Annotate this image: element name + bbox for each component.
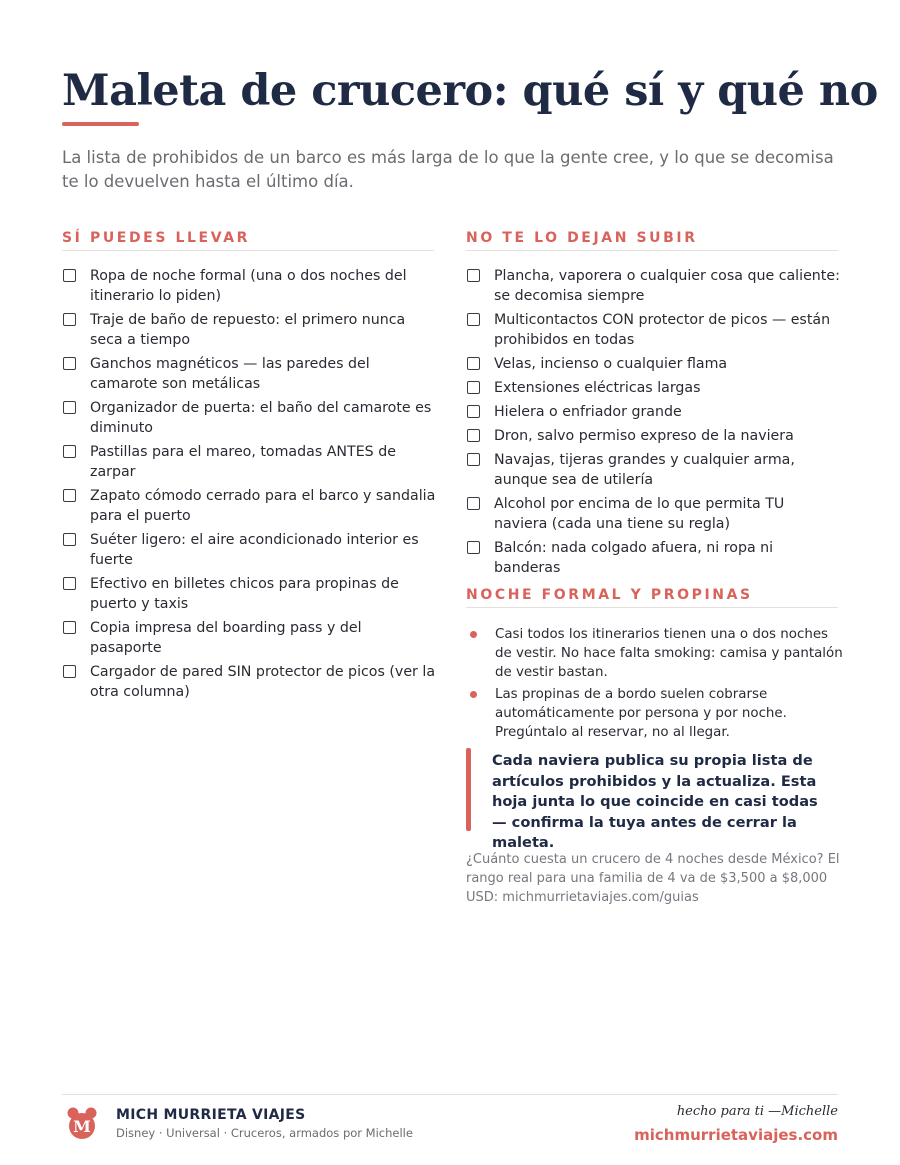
checklist-item-label: Suéter ligero: el aire acondicionado interior es fuerte [90, 532, 419, 568]
banned-heading: NO TE LO DEJAN SUBIR [466, 230, 698, 246]
checklist-item-label: Ganchos magnéticos — las paredes del camarote son metálicas [90, 356, 370, 392]
checklist-item-label: Cargador de pared SIN protector de picos (ver la otra columna) [90, 664, 436, 700]
checklist-item-label: Dron, salvo permiso expreso de la naviera [494, 428, 794, 444]
checklist-item [62, 574, 437, 614]
checklist-item [62, 354, 437, 394]
checkbox[interactable] [467, 313, 480, 326]
footer-divider [62, 1094, 838, 1095]
checkbox[interactable] [467, 453, 480, 466]
cost-note: ¿Cuánto cuesta un crucero de 4 noches desde México? El rango real para una familia de 4 va de $3,500 a $8,000 USD: michmurrietaviajes.com/guias [466, 852, 840, 905]
intro-text: La lista de prohibidos de un barco es más larga de lo que la gente cree, y lo que se decomisa te lo devuelven hasta el último día. [62, 148, 834, 191]
checklist-item [466, 538, 842, 578]
checkbox[interactable] [63, 401, 76, 414]
checkbox[interactable] [63, 489, 76, 502]
checklist-item-label: Traje de baño de repuesto: el primero nunca seca a tiempo [90, 312, 406, 348]
callout-text: Cada naviera publica su propia lista de artículos prohibidos y la actualiza. Esta hoja junta lo que coincide en casi todas — confirma la tuya antes de cerrar la maleta. [492, 752, 818, 851]
callout-box [466, 748, 838, 851]
checkbox[interactable] [63, 269, 76, 282]
checkbox[interactable] [467, 497, 480, 510]
brand-logo-icon [62, 1104, 102, 1144]
checklist-item [62, 530, 437, 570]
formal-heading-rule [466, 607, 838, 608]
checklist-item-label: Zapato cómodo cerrado para el barco y sandalia para el puerto [90, 488, 436, 524]
checklist-item-label: Velas, incienso o cualquier flama [494, 356, 728, 372]
allowed-list [62, 266, 437, 702]
tip-item [466, 685, 846, 742]
allowed-heading: SÍ PUEDES LLEVAR [62, 230, 251, 246]
checkbox[interactable] [467, 429, 480, 442]
checklist-item [62, 398, 437, 438]
checklist-item [466, 426, 842, 446]
checkbox[interactable] [63, 357, 76, 370]
title-underline [62, 122, 139, 126]
checklist-item [62, 442, 437, 482]
checkbox[interactable] [63, 665, 76, 678]
checklist-item-label: Copia impresa del boarding pass y del pasaporte [90, 620, 362, 656]
allowed-heading-rule [62, 250, 434, 251]
brand-tagline: Disney · Universal · Cruceros, armados por Michelle [116, 1126, 413, 1140]
banned-list [466, 266, 842, 578]
checklist-item-label: Balcón: nada colgado afuera, ni ropa ni banderas [494, 540, 774, 576]
tip-text: Las propinas de a bordo suelen cobrarse automáticamente por persona y por noche. Pregúntalo al reservar, no al llegar. [495, 687, 787, 740]
checklist-item [466, 450, 842, 490]
checklist-item [62, 310, 437, 350]
checkbox[interactable] [467, 269, 480, 282]
checklist-item-label: Organizador de puerta: el baño del camarote es diminuto [90, 400, 432, 436]
checklist-item-label: Pastillas para el mareo, tomadas ANTES de zarpar [90, 444, 396, 480]
logo-letter: M [73, 1117, 91, 1136]
checklist-item-label: Alcohol por encima de lo que permita TU naviera (cada una tiene su regla) [494, 496, 785, 532]
bullet-dot-icon [470, 691, 477, 698]
tip-text: Casi todos los itinerarios tienen una o dos noches de vestir. No hace falta smoking: camisa y pantalón de vestir bastan. [495, 627, 843, 680]
checklist-item-label: Multicontactos CON protector de picos — están prohibidos en todas [494, 312, 831, 348]
checklist-item [62, 662, 437, 702]
formal-bullets [466, 625, 846, 742]
signature: hecho para ti —Michelle [676, 1104, 838, 1119]
checkbox[interactable] [63, 445, 76, 458]
checklist-item [466, 402, 842, 422]
bullet-dot-icon [470, 631, 477, 638]
checkbox[interactable] [467, 381, 480, 394]
checkbox[interactable] [467, 541, 480, 554]
checklist-item [466, 266, 842, 306]
checklist-item [466, 310, 842, 350]
checklist-item [466, 354, 842, 374]
checklist-item [62, 266, 437, 306]
checklist-item-label: Plancha, vaporera o cualquier cosa que caliente: se decomisa siempre [494, 268, 840, 304]
checklist-item [466, 494, 842, 534]
checkbox[interactable] [63, 313, 76, 326]
checklist-item [466, 378, 842, 398]
checklist-item-label: Extensiones eléctricas largas [494, 380, 701, 396]
callout-accent-bar [466, 748, 471, 831]
checkbox[interactable] [63, 577, 76, 590]
checklist-item [62, 618, 437, 658]
page-title: Maleta de crucero: qué sí y qué no [62, 66, 878, 116]
checklist-item-label: Ropa de noche formal (una o dos noches del itinerario lo piden) [90, 268, 407, 304]
tip-item [466, 625, 846, 682]
checkbox[interactable] [63, 533, 76, 546]
checkbox[interactable] [467, 405, 480, 418]
checkbox[interactable] [467, 357, 480, 370]
banned-heading-rule [466, 250, 838, 251]
checklist-item [62, 486, 437, 526]
checkbox[interactable] [63, 621, 76, 634]
checklist-item-label: Hielera o enfriador grande [494, 404, 682, 420]
formal-heading: NOCHE FORMAL Y PROPINAS [466, 587, 753, 603]
website-link[interactable]: michmurrietaviajes.com [634, 1126, 838, 1144]
checklist-item-label: Navajas, tijeras grandes y cualquier arma, aunque sea de utilería [494, 452, 795, 488]
checklist-item-label: Efectivo en billetes chicos para propinas de puerto y taxis [90, 576, 399, 612]
brand-name: MICH MURRIETA VIAJES [116, 1107, 306, 1123]
